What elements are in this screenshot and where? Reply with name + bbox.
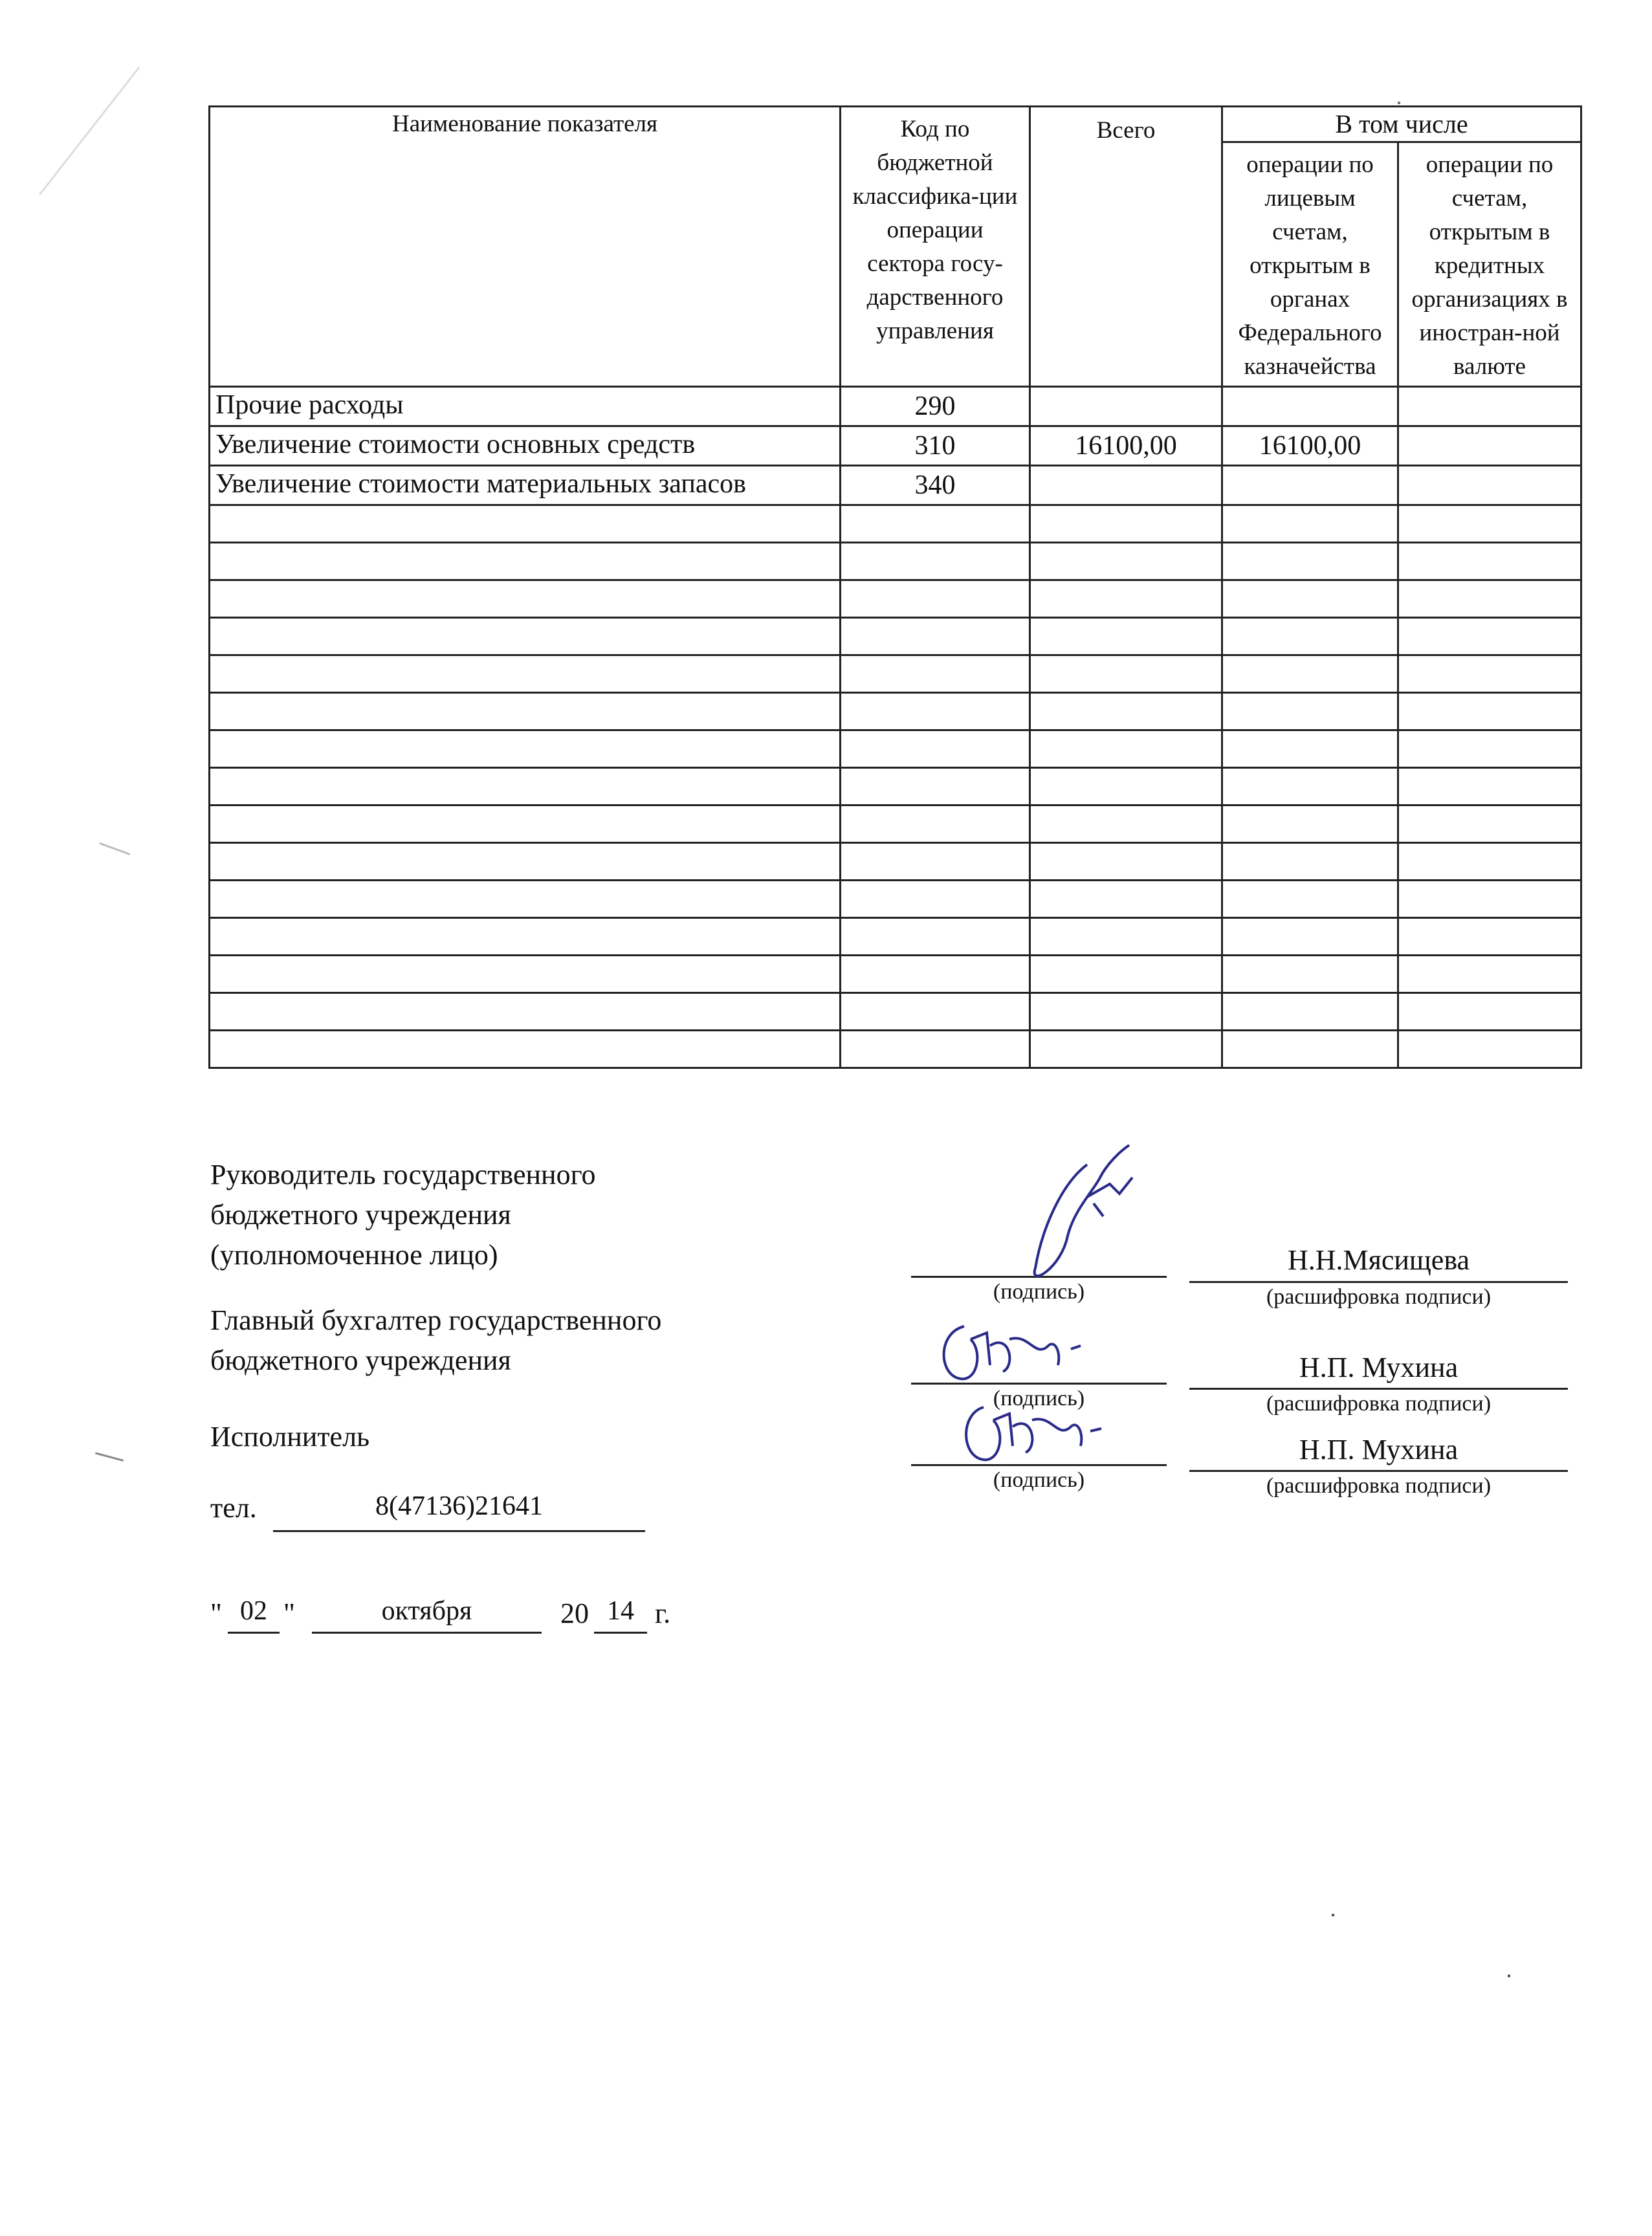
table-cell-empty <box>210 993 841 1031</box>
head-name: Н.Н.Мясищева <box>1287 1244 1470 1276</box>
table-row-empty <box>210 618 1581 655</box>
table-row-empty <box>210 918 1581 956</box>
header-foreign <box>1398 142 1581 387</box>
table-cell-empty <box>210 693 841 730</box>
table-cell-empty <box>841 543 1030 580</box>
table-cell-empty <box>1222 806 1398 843</box>
table-cell-empty <box>1222 693 1398 730</box>
head-label <box>210 1155 596 1275</box>
header-name <box>210 107 841 387</box>
phone-label: тел. <box>210 1492 257 1524</box>
header-treasury-label: операции по лицевым счетам, открытым в органах Федерального казначейства <box>1238 151 1382 380</box>
table-cell-empty <box>1398 693 1581 730</box>
row-name: Прочие расходы <box>210 387 841 426</box>
table-cell-empty <box>1030 768 1222 806</box>
table-cell-empty <box>1398 993 1581 1031</box>
table-row-empty <box>210 993 1581 1031</box>
table-cell-empty <box>210 655 841 693</box>
date-month-line <box>312 1632 542 1634</box>
table-cell-empty <box>841 730 1030 768</box>
table-cell-empty <box>841 693 1030 730</box>
head-label-line-2: бюджетного учреждения <box>210 1199 511 1231</box>
executor-signature-caption: (подпись) <box>993 1468 1085 1492</box>
table-row-empty <box>210 956 1581 993</box>
table-cell-empty <box>1222 881 1398 918</box>
chief-label <box>210 1300 661 1381</box>
table-cell-empty <box>210 956 841 993</box>
chief-name: Н.П. Мухина <box>1299 1352 1459 1383</box>
table-cell-empty <box>1222 618 1398 655</box>
header-treasury <box>1222 142 1398 387</box>
table-cell-empty <box>1398 843 1581 881</box>
head-signature-caption: (подпись) <box>993 1280 1085 1304</box>
table-cell-empty <box>1030 618 1222 655</box>
chief-label-line-2: бюджетного учреждения <box>210 1344 511 1376</box>
table-cell-empty <box>841 956 1030 993</box>
head-label-line-1: Руководитель государственного <box>210 1159 596 1190</box>
table-cell-empty <box>210 1031 841 1068</box>
table-cell-empty <box>1222 505 1398 543</box>
table-cell-empty <box>210 768 841 806</box>
header-name-label: Наименование показателя <box>391 111 658 137</box>
table-cell-empty <box>1222 956 1398 993</box>
row-total <box>1030 387 1222 426</box>
row-foreign <box>1398 426 1581 466</box>
table-row-empty <box>210 730 1581 768</box>
row-total <box>1030 466 1222 505</box>
table-cell-empty <box>841 618 1030 655</box>
table-cell-empty <box>1398 543 1581 580</box>
table-cell-empty <box>1222 730 1398 768</box>
table-cell-empty <box>841 843 1030 881</box>
table-row-empty <box>210 1031 1581 1068</box>
table-cell-empty <box>1030 505 1222 543</box>
table-cell-empty <box>210 806 841 843</box>
row-code: 340 <box>841 466 1030 505</box>
table-cell-empty <box>1030 843 1222 881</box>
row-name: Увеличение стоимости материальных запасов <box>210 466 841 505</box>
executor-label: Исполнитель <box>210 1421 370 1452</box>
table-cell-empty <box>1222 1031 1398 1068</box>
table-row <box>210 387 1581 426</box>
table-cell-empty <box>841 768 1030 806</box>
table-row-empty <box>210 655 1581 693</box>
scan-speck <box>1398 102 1400 104</box>
table-cell-empty <box>841 993 1030 1031</box>
header-total-label: Всего <box>1096 117 1156 144</box>
table-cell-empty <box>1398 618 1581 655</box>
table-cell-empty <box>1030 993 1222 1031</box>
header-code <box>841 107 1030 387</box>
scan-artifact-mark <box>96 842 131 864</box>
table-cell-empty <box>1398 918 1581 956</box>
executor-decode-caption: (расшифровка подписи) <box>1266 1474 1492 1498</box>
table-cell-empty <box>1030 730 1222 768</box>
executor-decode-line <box>1189 1470 1568 1472</box>
table-cell-empty <box>1398 655 1581 693</box>
header-code-label: Код по бюджетной классифика-ции операции сектора госу-дарственного управления <box>852 116 1018 344</box>
date-year-suffix: 14 <box>607 1596 634 1626</box>
scan-speck <box>1508 1975 1510 1977</box>
executor-name: Н.П. Мухина <box>1299 1434 1459 1465</box>
header-foreign-label: операции по счетам, открытым в кредитных организациях в иностран-ной валюте <box>1411 151 1568 380</box>
table-cell-empty <box>210 881 841 918</box>
table-cell-empty <box>1398 1031 1581 1068</box>
scan-artifact-line <box>39 67 140 195</box>
table-cell-empty <box>841 580 1030 618</box>
date-close-quote: " <box>283 1597 295 1629</box>
row-foreign <box>1398 466 1581 505</box>
table-cell-empty <box>1398 806 1581 843</box>
row-treasury <box>1222 466 1398 505</box>
table-cell-empty <box>1222 918 1398 956</box>
chief-signature-caption: (подпись) <box>993 1387 1085 1410</box>
chief-label-line-1: Главный бухгалтер государственного <box>210 1304 662 1336</box>
head-decode-line <box>1189 1281 1568 1283</box>
header-including <box>1222 107 1581 142</box>
row-treasury <box>1222 387 1398 426</box>
header-total <box>1030 107 1222 387</box>
table-cell-empty <box>1398 730 1581 768</box>
head-decode-caption: (расшифровка подписи) <box>1266 1285 1492 1309</box>
table-cell-empty <box>841 655 1030 693</box>
date-month: октября <box>381 1596 472 1626</box>
table-cell-empty <box>1398 956 1581 993</box>
table-cell-empty <box>841 881 1030 918</box>
phone-line <box>273 1530 645 1532</box>
table-row-empty <box>210 881 1581 918</box>
table-cell-empty <box>1030 543 1222 580</box>
scan-artifact-mark <box>93 1452 124 1469</box>
table-cell-empty <box>1030 918 1222 956</box>
scan-speck <box>1332 1914 1334 1916</box>
chief-signature-scribble <box>925 1307 1100 1398</box>
table-row-empty <box>210 505 1581 543</box>
table-cell-empty <box>210 730 841 768</box>
table-row-empty <box>210 580 1581 618</box>
table-cell-empty <box>841 806 1030 843</box>
table-cell-empty <box>1030 580 1222 618</box>
table-cell-empty <box>1030 956 1222 993</box>
table-cell-empty <box>841 918 1030 956</box>
chief-decode-line <box>1189 1388 1568 1390</box>
table-cell-empty <box>841 505 1030 543</box>
date-year-unit: г. <box>655 1597 671 1629</box>
table-cell-empty <box>1222 768 1398 806</box>
table-row <box>210 466 1581 505</box>
row-code: 290 <box>841 387 1030 426</box>
table-cell-empty <box>210 543 841 580</box>
table-cell-empty <box>1030 806 1222 843</box>
table-cell-empty <box>1222 543 1398 580</box>
date-open-quote: " <box>210 1597 222 1629</box>
table-cell-empty <box>841 1031 1030 1068</box>
date-day: 02 <box>240 1596 267 1626</box>
table-cell-empty <box>1398 580 1581 618</box>
table-cell-empty <box>1398 505 1581 543</box>
chief-decode-caption: (расшифровка подписи) <box>1266 1392 1492 1416</box>
table-cell-empty <box>210 843 841 881</box>
row-foreign <box>1398 387 1581 426</box>
expense-table <box>208 105 1582 1069</box>
table-cell-empty <box>1398 768 1581 806</box>
date-year-prefix: 20 <box>560 1597 589 1629</box>
row-name: Увеличение стоимости основных средств <box>210 426 841 466</box>
table-cell-empty <box>210 918 841 956</box>
table-cell-empty <box>210 618 841 655</box>
row-code: 310 <box>841 426 1030 466</box>
row-total: 16100,00 <box>1030 426 1222 466</box>
head-signature-scribble <box>990 1139 1158 1288</box>
table-row-empty <box>210 843 1581 881</box>
phone-value: 8(47136)21641 <box>375 1491 543 1521</box>
head-label-line-3: (уполномоченное лицо) <box>210 1239 498 1271</box>
table-cell-empty <box>1030 655 1222 693</box>
table-cell-empty <box>1222 655 1398 693</box>
table-cell-empty <box>1222 843 1398 881</box>
table-cell-empty <box>210 580 841 618</box>
table-row-empty <box>210 543 1581 580</box>
empty-rows <box>210 505 1581 1068</box>
table-row-empty <box>210 693 1581 730</box>
row-treasury: 16100,00 <box>1222 426 1398 466</box>
table-cell-empty <box>1398 881 1581 918</box>
table-row <box>210 426 1581 466</box>
table-cell-empty <box>1222 580 1398 618</box>
date-year-line <box>594 1632 647 1634</box>
executor-signature-scribble <box>951 1391 1119 1475</box>
table-cell-empty <box>210 505 841 543</box>
header-including-label: В том числе <box>1335 109 1468 138</box>
table-cell-empty <box>1222 993 1398 1031</box>
table-cell-empty <box>1030 881 1222 918</box>
date-day-line <box>228 1632 280 1634</box>
table-row-empty <box>210 768 1581 806</box>
table-row-empty <box>210 806 1581 843</box>
table-cell-empty <box>1030 693 1222 730</box>
table-cell-empty <box>1030 1031 1222 1068</box>
